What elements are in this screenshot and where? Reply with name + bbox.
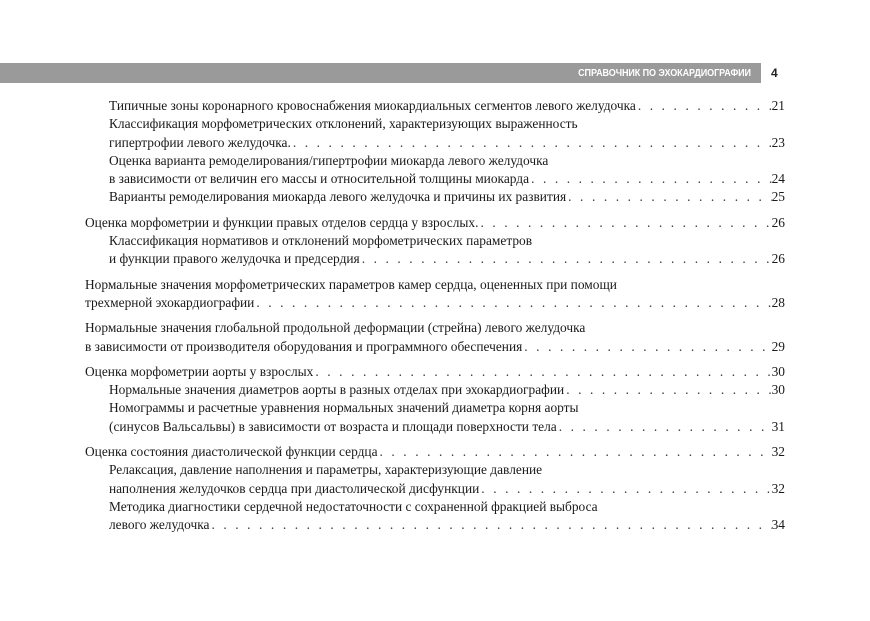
toc-page-number: 30: [771, 363, 785, 379]
toc-entry-text: Оценка морфометрии и функции правых отделов сердца у взрослых.: [85, 214, 479, 230]
toc-entry-text: трехмерной эхокардиографии: [85, 294, 255, 310]
toc-subentry[interactable]: [85, 232, 785, 269]
toc-subentry[interactable]: [85, 381, 785, 399]
toc-entry-text: Варианты ремоделирования миокарда левого желудочка и причины их развития: [109, 189, 567, 205]
toc-page-number: 26: [771, 251, 785, 267]
toc-page-number: 25: [771, 189, 785, 205]
toc-entry-text: в зависимости от производителя оборудования и программного обеспечения: [85, 338, 523, 354]
toc-entry-text: Нормальные значения глобальной продольной деформации (стрейна) левого желудочка: [85, 320, 586, 336]
table-of-contents: [85, 97, 785, 542]
toc-entry-text: Классификация нормативов и отклонений морфометрических параметров: [109, 233, 533, 249]
toc-entry-text: Оценка варианта ремоделирования/гипертрофии миокарда левого желудочка: [109, 152, 549, 168]
page-number: 4: [771, 66, 778, 80]
toc-page-number: 32: [771, 444, 785, 460]
toc-subentry[interactable]: [85, 188, 785, 206]
dot-leader: [522, 338, 771, 356]
toc-entry-text: Нормальные значения морфометрических параметров камер сердца, оцененных при помощи: [85, 276, 617, 292]
toc-page-number: 29: [771, 338, 785, 354]
dot-leader: [313, 363, 771, 381]
toc-page-number: 34: [771, 517, 785, 533]
dot-leader: [478, 214, 771, 232]
toc-group: [85, 214, 785, 269]
toc-entry[interactable]: [85, 214, 785, 232]
toc-page-number: 26: [771, 214, 785, 230]
dot-leader: [529, 170, 772, 188]
toc-page-number: 31: [771, 418, 785, 434]
toc-page-number: 30: [771, 382, 785, 398]
toc-entry-text: Номограммы и расчетные уравнения нормальных значений диаметра корня аорты: [109, 400, 579, 416]
toc-group: [85, 276, 785, 313]
running-header-bar: [0, 63, 761, 83]
toc-entry-text: Типичные зоны коронарного кровоснабжения миокардиальных сегментов левого желудочка: [109, 98, 636, 113]
dot-leader: [636, 97, 772, 115]
toc-group: [85, 363, 785, 436]
toc-subentry[interactable]: [85, 115, 785, 152]
toc-page-number: 21: [771, 98, 785, 113]
dot-leader: [479, 480, 771, 498]
toc-subentry[interactable]: [85, 399, 785, 436]
dot-leader: [209, 516, 771, 534]
toc-group: [85, 319, 785, 356]
toc-entry-text: (синусов Вальсальвы) в зависимости от возраста и площади поверхности тела: [109, 418, 557, 434]
toc-entry-text: Методика диагностики сердечной недостаточности с сохраненной фракцией выброса: [109, 498, 598, 514]
dot-leader: [254, 294, 771, 312]
toc-entry-text: в зависимости от величин его массы и относительной толщины миокарда: [109, 171, 530, 187]
toc-entry-text: и функции правого желудочка и предсердия: [109, 251, 360, 267]
toc-group: [85, 97, 785, 207]
toc-page-number: 32: [771, 480, 785, 496]
toc-subentry[interactable]: [85, 461, 785, 498]
toc-entry-text: Оценка состояния диастолической функции сердца: [85, 444, 378, 460]
toc-entry-text: левого желудочка: [109, 517, 210, 533]
toc-entry-text: гипертрофии левого желудочка.: [109, 134, 291, 150]
toc-entry[interactable]: [85, 276, 785, 313]
toc-subentry[interactable]: [85, 97, 785, 115]
dot-leader: [566, 188, 771, 206]
toc-subentry[interactable]: [85, 498, 785, 535]
toc-entry-text: Нормальные значения диаметров аорты в разных отделах при эхокардиографии: [109, 382, 565, 398]
toc-entry-text: Оценка морфометрии аорты у взрослых: [85, 363, 314, 379]
toc-entry-text: Классификация морфометрических отклонений, характеризующих выраженность: [109, 116, 578, 132]
toc-entry-text: Релаксация, давление наполнения и параметры, характеризующие давление: [109, 462, 543, 478]
dot-leader: [360, 250, 772, 268]
dot-leader: [557, 418, 772, 436]
toc-page-number: 23: [771, 134, 785, 150]
toc-entry[interactable]: [85, 363, 785, 381]
toc-subentry[interactable]: [85, 152, 785, 189]
dot-leader: [291, 134, 772, 152]
dot-leader: [378, 443, 772, 461]
toc-page-number: 28: [771, 294, 785, 310]
toc-entry[interactable]: [85, 443, 785, 461]
toc-group: [85, 443, 785, 534]
toc-page-number: 24: [771, 171, 785, 187]
toc-entry[interactable]: [85, 319, 785, 356]
running-header-title: СПРАВОЧНИК ПО ЭХОКАРДИОГРАФИИ: [578, 67, 751, 79]
dot-leader: [564, 381, 771, 399]
toc-entry-text: наполнения желудочков сердца при диастолической дисфункции: [109, 480, 480, 496]
